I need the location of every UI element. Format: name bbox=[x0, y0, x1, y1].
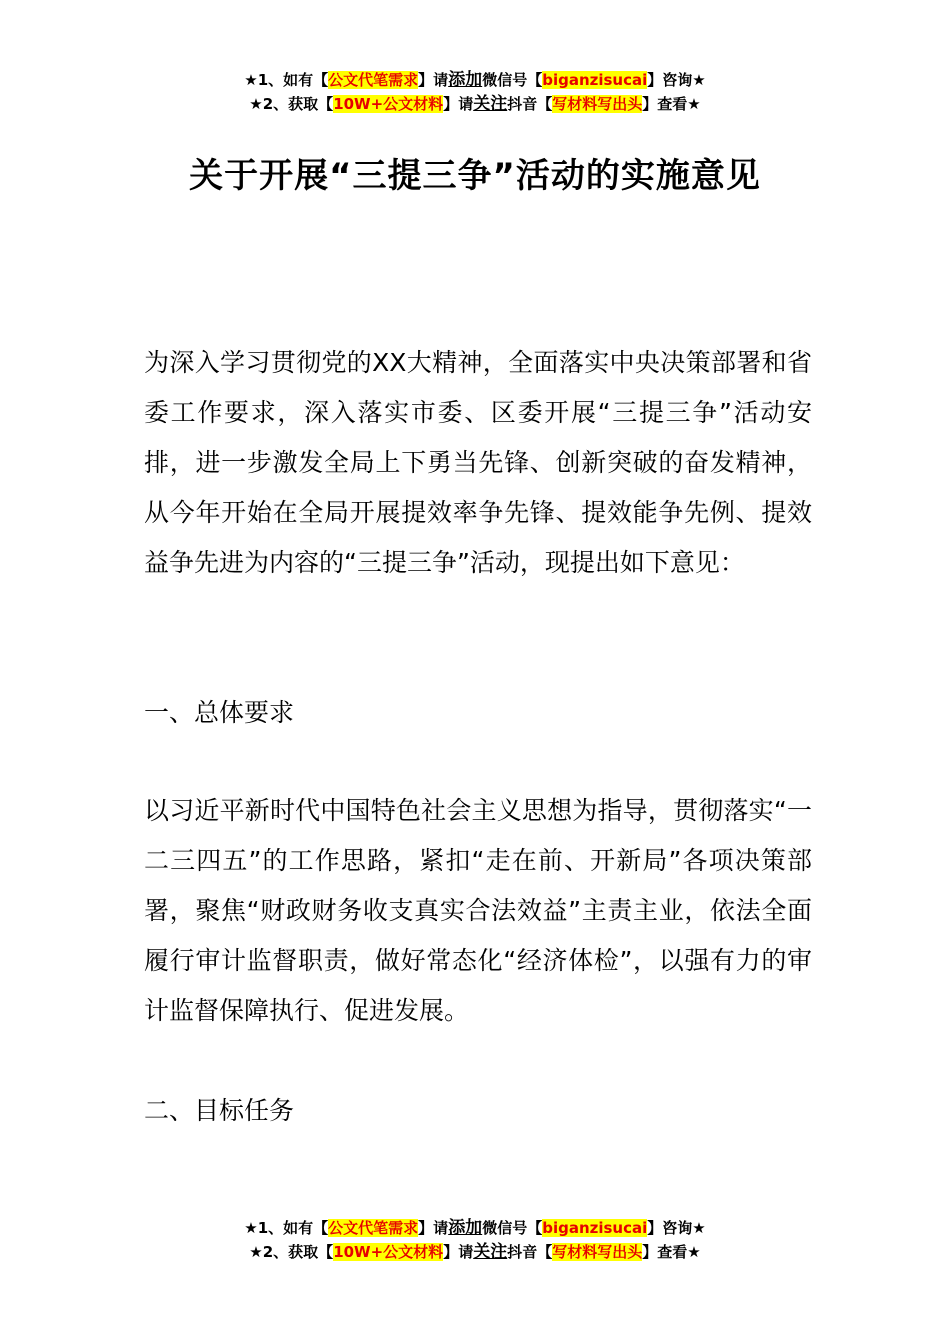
footer-banner bbox=[0, 1216, 950, 1264]
banner-highlight: 公文代笔需求 bbox=[328, 1219, 419, 1237]
banner-text: 】请 bbox=[443, 95, 474, 113]
banner-text: 】请 bbox=[418, 1219, 449, 1237]
banner-text: ★1、如有【 bbox=[244, 71, 329, 89]
heading-text: 一、总体要求 bbox=[144, 698, 295, 727]
banner-line-2 bbox=[0, 92, 950, 116]
banner-underline: 关注 bbox=[473, 1242, 508, 1262]
paragraph-text: 以习近平新时代中国特色社会主义思想为指导，贯彻落实“一二三四五”的工作思路，紧扣“走在前、开新局”各项决策部署，聚焦“财政财务收支真实合法效益”主责主业，依法全面履行审计监督职责，做好常态化“经济体检”，以强有力的审计监督保障执行、促进发展。 bbox=[144, 796, 812, 1025]
intro-paragraph bbox=[144, 338, 812, 588]
banner-text: 抖音【 bbox=[507, 95, 553, 113]
document-title: 关于开展“三提三争”活动的实施意见 bbox=[189, 156, 761, 196]
banner-text: 微信号【 bbox=[482, 1219, 543, 1237]
banner-text: 微信号【 bbox=[482, 71, 543, 89]
banner-text: 】咨询★ bbox=[647, 1219, 706, 1237]
banner-text: 】请 bbox=[443, 1243, 474, 1261]
banner-highlight: 10W+公文材料 bbox=[333, 95, 444, 113]
banner-text: ★2、获取【 bbox=[249, 1243, 334, 1261]
banner-text: 】请 bbox=[418, 71, 449, 89]
banner-text: 】咨询★ bbox=[647, 71, 706, 89]
banner-text: 】查看★ bbox=[642, 95, 701, 113]
header-banner bbox=[0, 68, 950, 116]
banner-douyin-id: 写材料写出头 bbox=[552, 1243, 643, 1261]
banner-highlight: 10W+公文材料 bbox=[333, 1243, 444, 1261]
banner-wechat-id: biganzisucai bbox=[542, 71, 648, 89]
heading-text: 二、目标任务 bbox=[144, 1096, 295, 1125]
banner-text: 】查看★ bbox=[642, 1243, 701, 1261]
banner-line-1 bbox=[0, 1216, 950, 1240]
section-heading-2 bbox=[144, 1086, 812, 1136]
banner-highlight: 公文代笔需求 bbox=[328, 71, 419, 89]
banner-text: 抖音【 bbox=[507, 1243, 553, 1261]
banner-underline: 添加 bbox=[448, 70, 483, 90]
banner-text: ★1、如有【 bbox=[244, 1219, 329, 1237]
banner-line-1 bbox=[0, 68, 950, 92]
banner-text: ★2、获取【 bbox=[249, 95, 334, 113]
banner-wechat-id: biganzisucai bbox=[542, 1219, 648, 1237]
banner-douyin-id: 写材料写出头 bbox=[552, 95, 643, 113]
banner-underline: 添加 bbox=[448, 1218, 483, 1238]
section-heading-1 bbox=[144, 688, 812, 738]
paragraph-text: 为深入学习贯彻党的XX大精神，全面落实中央决策部署和省委工作要求，深入落实市委、区委开展“三提三争”活动安排，进一步激发全局上下勇当先锋、创新突破的奋发精神，从今年开始在全局开展提效率争先锋、提效能争先例、提效益争先进为内容的“三提三争”活动，现提出如下意见： bbox=[144, 348, 812, 577]
banner-line-2 bbox=[0, 1240, 950, 1264]
banner-underline: 关注 bbox=[473, 94, 508, 114]
requirements-paragraph bbox=[144, 786, 812, 1036]
